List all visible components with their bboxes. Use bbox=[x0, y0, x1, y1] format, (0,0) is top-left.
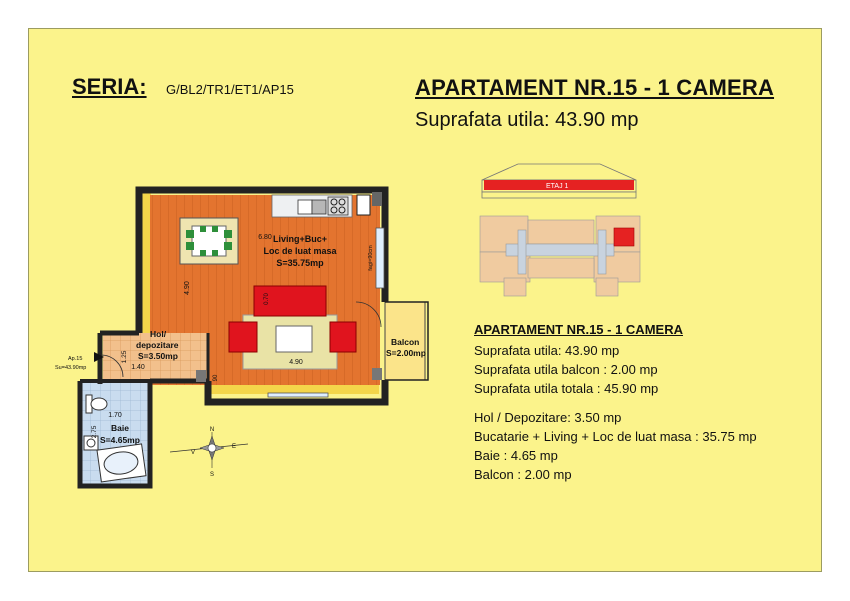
compass-south: S bbox=[209, 472, 215, 478]
details-title: APARTAMENT NR.15 - 1 CAMERA bbox=[474, 322, 683, 337]
pillar-bottom-right bbox=[372, 368, 382, 380]
detail-line: Suprafata utila balcon : 2.00 mp bbox=[474, 362, 658, 377]
armchair-left-icon bbox=[229, 322, 257, 352]
dining-table-icon bbox=[180, 218, 238, 264]
dim-width-bottom: 4.90 bbox=[289, 359, 303, 366]
living-label-2: Loc de luat masa bbox=[263, 246, 337, 256]
dim-pillar: 90 bbox=[213, 374, 219, 382]
floor-key-plan bbox=[480, 216, 640, 296]
sink-icon bbox=[298, 200, 312, 214]
apartment-title: APARTAMENT NR.15 - 1 CAMERA bbox=[415, 75, 775, 100]
living-label-1: Living+Buc+ bbox=[272, 234, 328, 244]
floor-label: ETAJ 1 bbox=[546, 183, 569, 190]
room-line: Bucatarie + Living + Loc de luat masa : 35.75 mp bbox=[474, 429, 757, 444]
dim-window-label: fagi=90cm bbox=[368, 245, 374, 271]
balcon-label-1: Balcon bbox=[391, 337, 420, 347]
hol-label-3: S=3.50mp bbox=[138, 351, 178, 361]
window-right bbox=[376, 228, 384, 288]
building-elevation bbox=[482, 164, 636, 198]
compass-west: V bbox=[190, 450, 196, 456]
seria-label: SERIA: bbox=[72, 74, 147, 99]
room-line: Balcon : 2.00 mp bbox=[474, 467, 572, 482]
window-bottom bbox=[268, 393, 328, 397]
baie-label-2: S=4.65mp bbox=[100, 435, 140, 445]
dim-sofa-depth: 0.70 bbox=[264, 293, 270, 305]
hol-label-1: Hol/ bbox=[150, 329, 167, 339]
compass-north: N bbox=[209, 427, 215, 433]
dim-bath-height: 2.75 bbox=[91, 425, 98, 439]
dim-living-height: 4.90 bbox=[184, 281, 191, 295]
apartment-highlight bbox=[614, 228, 634, 246]
compass-icon bbox=[170, 427, 248, 478]
armchair-right-icon bbox=[330, 322, 356, 352]
coffee-table-icon bbox=[276, 326, 312, 352]
dim-width-top: 6.80 bbox=[258, 234, 272, 241]
detail-line: Suprafata utila: 43.90 mp bbox=[474, 343, 620, 358]
fridge-icon bbox=[357, 195, 370, 215]
living-label-3: S=35.75mp bbox=[276, 258, 324, 268]
pillar-bottom-left bbox=[196, 370, 206, 382]
room-line: Baie : 4.65 mp bbox=[474, 448, 558, 463]
dim-bath-width: 1.70 bbox=[108, 412, 122, 419]
apartment-details bbox=[474, 322, 757, 484]
pillar-top-right bbox=[372, 192, 382, 206]
exterior-strip-bottom bbox=[209, 384, 379, 394]
baie-label-1: Baie bbox=[111, 423, 129, 433]
seria-code: G/BL2/TR1/ET1/AP15 bbox=[166, 82, 294, 97]
detail-line: Suprafata utila totala : 45.90 mp bbox=[474, 381, 659, 396]
entrance-label-2: Su=43.90mp bbox=[55, 365, 87, 371]
entrance-label-1: Ap.15 bbox=[68, 356, 83, 362]
stove-icon bbox=[328, 197, 348, 215]
balcon-label-2: S=2.00mp bbox=[386, 348, 426, 358]
compass-east: E bbox=[231, 444, 237, 450]
dim-hol-width: 1.40 bbox=[131, 364, 145, 371]
hol-label-2: depozitare bbox=[136, 340, 179, 350]
oven-icon bbox=[312, 200, 326, 214]
bathtub-icon bbox=[97, 444, 146, 482]
useful-area: Suprafata utila: 43.90 mp bbox=[415, 109, 639, 131]
key-plan bbox=[478, 160, 642, 300]
room-line: Hol / Depozitare: 3.50 mp bbox=[474, 410, 622, 425]
dim-hol-height: 1.25 bbox=[121, 350, 128, 364]
